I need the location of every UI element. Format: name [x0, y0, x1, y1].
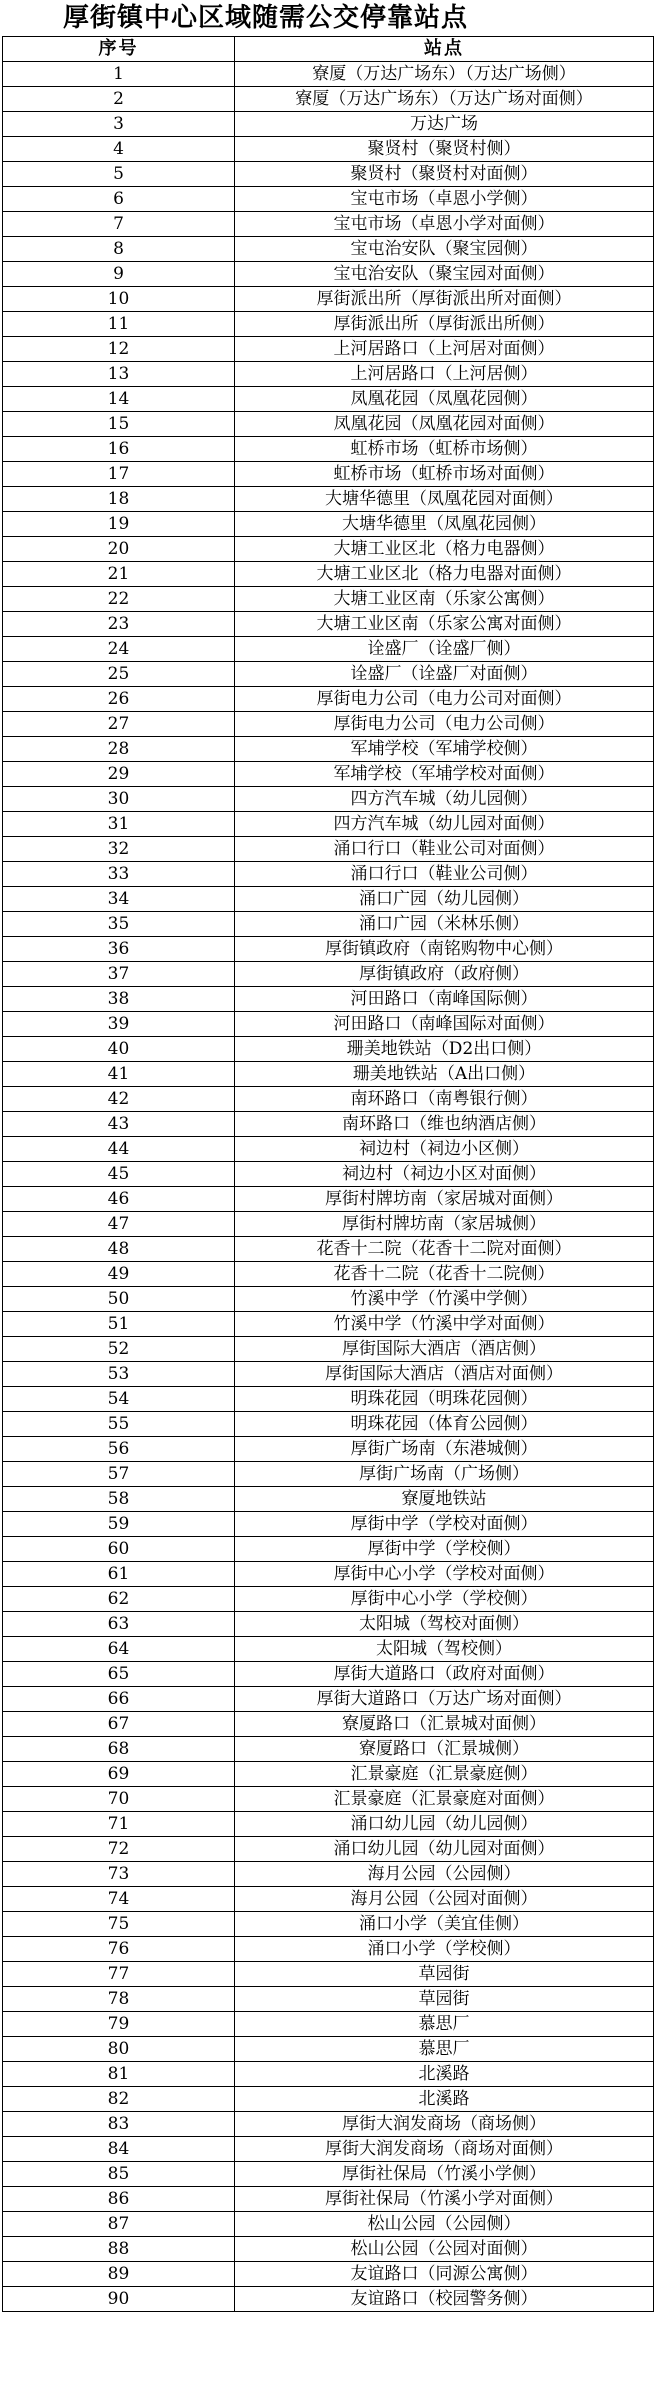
table-row	[3, 237, 654, 262]
row-index: 14	[3, 387, 235, 412]
row-stop-name: 珊美地铁站（D2出口侧）	[235, 1037, 654, 1062]
table-row	[3, 1212, 654, 1237]
row-index: 12	[3, 337, 235, 362]
row-index: 17	[3, 462, 235, 487]
row-index: 67	[3, 1712, 235, 1737]
row-stop-name: 厚街中学（学校侧）	[235, 1537, 654, 1562]
row-index: 66	[3, 1687, 235, 1712]
row-index: 41	[3, 1062, 235, 1087]
row-index: 74	[3, 1887, 235, 1912]
row-index: 34	[3, 887, 235, 912]
row-index: 72	[3, 1837, 235, 1862]
row-stop-name: 涌口广园（幼儿园侧）	[235, 887, 654, 912]
row-index: 43	[3, 1112, 235, 1137]
table-row	[3, 1787, 654, 1812]
table-row	[3, 2187, 654, 2212]
row-index: 89	[3, 2262, 235, 2287]
row-stop-name: 珊美地铁站（A出口侧）	[235, 1062, 654, 1087]
row-stop-name: 祠边村（祠边小区对面侧）	[235, 1162, 654, 1187]
row-stop-name: 厚街派出所（厚街派出所侧）	[235, 312, 654, 337]
row-index: 68	[3, 1737, 235, 1762]
table-row	[3, 287, 654, 312]
row-index: 11	[3, 312, 235, 337]
row-stop-name: 凤凰花园（凤凰花园对面侧）	[235, 412, 654, 437]
row-index: 8	[3, 237, 235, 262]
row-index: 59	[3, 1512, 235, 1537]
row-stop-name: 松山公园（公园侧）	[235, 2212, 654, 2237]
row-stop-name: 花香十二院（花香十二院侧）	[235, 1262, 654, 1287]
row-stop-name: 大塘工业区南（乐家公寓对面侧）	[235, 612, 654, 637]
table-row	[3, 1062, 654, 1087]
row-index: 79	[3, 2012, 235, 2037]
row-index: 87	[3, 2212, 235, 2237]
table-header-row	[3, 37, 654, 62]
table-row	[3, 2162, 654, 2187]
row-stop-name: 慕思厂	[235, 2037, 654, 2062]
table-row	[3, 1662, 654, 1687]
row-index: 39	[3, 1012, 235, 1037]
document-title: 厚街镇中心区域随需公交停靠站点	[63, 3, 469, 33]
table-row	[3, 1887, 654, 1912]
row-stop-name: 厚街社保局（竹溪小学对面侧）	[235, 2187, 654, 2212]
row-index: 55	[3, 1412, 235, 1437]
table-row	[3, 1387, 654, 1412]
table-row	[3, 2037, 654, 2062]
row-index: 37	[3, 962, 235, 987]
table-row	[3, 62, 654, 87]
row-stop-name: 涌口广园（米林乐侧）	[235, 912, 654, 937]
table-row	[3, 1112, 654, 1137]
header-index: 序号	[3, 37, 235, 62]
row-index: 25	[3, 662, 235, 687]
row-stop-name: 四方汽车城（幼儿园对面侧）	[235, 812, 654, 837]
row-index: 61	[3, 1562, 235, 1587]
table-row	[3, 787, 654, 812]
table-row	[3, 212, 654, 237]
row-stop-name: 厚街大润发商场（商场对面侧）	[235, 2137, 654, 2162]
table-row	[3, 2087, 654, 2112]
row-index: 60	[3, 1537, 235, 1562]
row-stop-name: 厚街大道路口（万达广场对面侧）	[235, 1687, 654, 1712]
row-stop-name: 汇景豪庭（汇景豪庭对面侧）	[235, 1787, 654, 1812]
row-index: 65	[3, 1662, 235, 1687]
row-index: 18	[3, 487, 235, 512]
row-stop-name: 宝屯市场（卓恩小学侧）	[235, 187, 654, 212]
row-stop-name: 涌口小学（美宜佳侧）	[235, 1912, 654, 1937]
row-index: 86	[3, 2187, 235, 2212]
row-stop-name: 慕思厂	[235, 2012, 654, 2037]
table-row	[3, 2237, 654, 2262]
table-row	[3, 1862, 654, 1887]
table-row	[3, 612, 654, 637]
row-index: 9	[3, 262, 235, 287]
row-stop-name: 寮厦（万达广场东）（万达广场对面侧）	[235, 87, 654, 112]
table-row	[3, 1962, 654, 1987]
table-row	[3, 1537, 654, 1562]
row-stop-name: 厚街镇政府（南铭购物中心侧）	[235, 937, 654, 962]
row-index: 19	[3, 512, 235, 537]
row-index: 90	[3, 2287, 235, 2312]
row-index: 32	[3, 837, 235, 862]
row-stop-name: 竹溪中学（竹溪中学对面侧）	[235, 1312, 654, 1337]
row-index: 52	[3, 1337, 235, 1362]
row-stop-name: 草园街	[235, 1987, 654, 2012]
row-stop-name: 海月公园（公园侧）	[235, 1862, 654, 1887]
row-stop-name: 大塘工业区北（格力电器对面侧）	[235, 562, 654, 587]
row-index: 6	[3, 187, 235, 212]
row-stop-name: 厚街派出所（厚街派出所对面侧）	[235, 287, 654, 312]
row-stop-name: 友谊路口（同源公寓侧）	[235, 2262, 654, 2287]
table-row	[3, 912, 654, 937]
row-stop-name: 厚街中心小学（学校对面侧）	[235, 1562, 654, 1587]
row-stop-name: 虹桥市场（虹桥市场侧）	[235, 437, 654, 462]
table-row	[3, 687, 654, 712]
row-index: 50	[3, 1287, 235, 1312]
table-row	[3, 2212, 654, 2237]
row-index: 44	[3, 1137, 235, 1162]
row-index: 47	[3, 1212, 235, 1237]
row-index: 36	[3, 937, 235, 962]
table-row	[3, 1337, 654, 1362]
table-row	[3, 862, 654, 887]
row-index: 53	[3, 1362, 235, 1387]
row-stop-name: 厚街电力公司（电力公司侧）	[235, 712, 654, 737]
row-stop-name: 厚街社保局（竹溪小学侧）	[235, 2162, 654, 2187]
table-row	[3, 437, 654, 462]
row-index: 73	[3, 1862, 235, 1887]
row-stop-name: 祠边村（祠边小区侧）	[235, 1137, 654, 1162]
row-stop-name: 涌口行口（鞋业公司侧）	[235, 862, 654, 887]
table-row	[3, 462, 654, 487]
row-stop-name: 友谊路口（校园警务侧）	[235, 2287, 654, 2312]
table-row	[3, 412, 654, 437]
row-index: 5	[3, 162, 235, 187]
table-row	[3, 987, 654, 1012]
row-index: 15	[3, 412, 235, 437]
row-index: 57	[3, 1462, 235, 1487]
row-stop-name: 明珠花园（明珠花园侧）	[235, 1387, 654, 1412]
row-index: 56	[3, 1437, 235, 1462]
row-stop-name: 厚街国际大酒店（酒店侧）	[235, 1337, 654, 1362]
row-index: 69	[3, 1762, 235, 1787]
row-index: 20	[3, 537, 235, 562]
table-row	[3, 712, 654, 737]
row-index: 31	[3, 812, 235, 837]
row-stop-name: 上河居路口（上河居对面侧）	[235, 337, 654, 362]
row-index: 2	[3, 87, 235, 112]
table-row	[3, 1312, 654, 1337]
table-row	[3, 1087, 654, 1112]
table-row	[3, 1462, 654, 1487]
table-row	[3, 487, 654, 512]
row-index: 3	[3, 112, 235, 137]
row-index: 58	[3, 1487, 235, 1512]
table-row	[3, 1912, 654, 1937]
row-stop-name: 厚街村牌坊南（家居城对面侧）	[235, 1187, 654, 1212]
table-row	[3, 1287, 654, 1312]
row-stop-name: 宝屯治安队（聚宝园对面侧）	[235, 262, 654, 287]
table-row	[3, 2137, 654, 2162]
row-index: 78	[3, 1987, 235, 2012]
table-row	[3, 1012, 654, 1037]
row-index: 82	[3, 2087, 235, 2112]
table-row	[3, 1262, 654, 1287]
row-stop-name: 河田路口（南峰国际侧）	[235, 987, 654, 1012]
row-stop-name: 上河居路口（上河居侧）	[235, 362, 654, 387]
row-stop-name: 厚街中心小学（学校侧）	[235, 1587, 654, 1612]
row-index: 24	[3, 637, 235, 662]
row-index: 4	[3, 137, 235, 162]
row-stop-name: 厚街国际大酒店（酒店对面侧）	[235, 1362, 654, 1387]
row-stop-name: 虹桥市场（虹桥市场对面侧）	[235, 462, 654, 487]
row-stop-name: 聚贤村（聚贤村对面侧）	[235, 162, 654, 187]
table-row	[3, 1687, 654, 1712]
row-index: 54	[3, 1387, 235, 1412]
table-row	[3, 87, 654, 112]
row-index: 75	[3, 1912, 235, 1937]
header-stop: 站点	[235, 37, 654, 62]
row-stop-name: 太阳城（驾校侧）	[235, 1637, 654, 1662]
row-index: 13	[3, 362, 235, 387]
table-row	[3, 312, 654, 337]
row-index: 33	[3, 862, 235, 887]
row-stop-name: 汇景豪庭（汇景豪庭侧）	[235, 1762, 654, 1787]
table-row	[3, 662, 654, 687]
row-index: 21	[3, 562, 235, 587]
row-stop-name: 四方汽车城（幼儿园侧）	[235, 787, 654, 812]
table-row	[3, 1712, 654, 1737]
table-row	[3, 637, 654, 662]
row-index: 70	[3, 1787, 235, 1812]
table-row	[3, 837, 654, 862]
row-index: 76	[3, 1937, 235, 1962]
row-stop-name: 南环路口（维也纳酒店侧）	[235, 1112, 654, 1137]
row-index: 81	[3, 2062, 235, 2087]
row-index: 35	[3, 912, 235, 937]
table-row	[3, 162, 654, 187]
table-row	[3, 262, 654, 287]
table-row	[3, 1612, 654, 1637]
table-row	[3, 1637, 654, 1662]
row-index: 22	[3, 587, 235, 612]
row-index: 49	[3, 1262, 235, 1287]
row-stop-name: 海月公园（公园对面侧）	[235, 1887, 654, 1912]
row-index: 29	[3, 762, 235, 787]
table-row	[3, 887, 654, 912]
row-stop-name: 涌口小学（学校侧）	[235, 1937, 654, 1962]
row-index: 38	[3, 987, 235, 1012]
row-stop-name: 涌口行口（鞋业公司对面侧）	[235, 837, 654, 862]
row-stop-name: 松山公园（公园对面侧）	[235, 2237, 654, 2262]
table-body	[3, 62, 654, 2312]
row-stop-name: 宝屯市场（卓恩小学对面侧）	[235, 212, 654, 237]
table-row	[3, 1412, 654, 1437]
table-row	[3, 1437, 654, 1462]
row-index: 7	[3, 212, 235, 237]
table-row	[3, 2287, 654, 2312]
table-row	[3, 1837, 654, 1862]
table-row	[3, 2012, 654, 2037]
bus-stop-table	[2, 36, 654, 2312]
row-index: 28	[3, 737, 235, 762]
table-row	[3, 562, 654, 587]
row-stop-name: 寮厦路口（汇景城侧）	[235, 1737, 654, 1762]
row-stop-name: 寮厦（万达广场东）（万达广场侧）	[235, 62, 654, 87]
row-stop-name: 花香十二院（花香十二院对面侧）	[235, 1237, 654, 1262]
table-row	[3, 762, 654, 787]
row-index: 40	[3, 1037, 235, 1062]
table-row	[3, 2062, 654, 2087]
table-row	[3, 962, 654, 987]
row-stop-name: 寮厦路口（汇景城对面侧）	[235, 1712, 654, 1737]
table-row	[3, 387, 654, 412]
row-stop-name: 万达广场	[235, 112, 654, 137]
row-stop-name: 厚街中学（学校对面侧）	[235, 1512, 654, 1537]
table-row	[3, 1587, 654, 1612]
table-row	[3, 812, 654, 837]
row-index: 84	[3, 2137, 235, 2162]
row-index: 30	[3, 787, 235, 812]
row-stop-name: 河田路口（南峰国际对面侧）	[235, 1012, 654, 1037]
table-row	[3, 537, 654, 562]
table-row	[3, 1762, 654, 1787]
table-row	[3, 512, 654, 537]
row-stop-name: 厚街大道路口（政府对面侧）	[235, 1662, 654, 1687]
table-row	[3, 2262, 654, 2287]
table-row	[3, 362, 654, 387]
table-row	[3, 1237, 654, 1262]
row-stop-name: 北溪路	[235, 2087, 654, 2112]
row-stop-name: 大塘华德里（凤凰花园侧）	[235, 512, 654, 537]
row-index: 85	[3, 2162, 235, 2187]
row-index: 26	[3, 687, 235, 712]
row-stop-name: 大塘工业区南（乐家公寓侧）	[235, 587, 654, 612]
row-stop-name: 北溪路	[235, 2062, 654, 2087]
row-stop-name: 厚街大润发商场（商场侧）	[235, 2112, 654, 2137]
row-stop-name: 宝屯治安队（聚宝园侧）	[235, 237, 654, 262]
table-row	[3, 1162, 654, 1187]
table-row	[3, 1037, 654, 1062]
row-stop-name: 厚街村牌坊南（家居城侧）	[235, 1212, 654, 1237]
row-stop-name: 厚街电力公司（电力公司对面侧）	[235, 687, 654, 712]
table-row	[3, 937, 654, 962]
row-stop-name: 军埔学校（军埔学校对面侧）	[235, 762, 654, 787]
row-index: 88	[3, 2237, 235, 2262]
row-index: 64	[3, 1637, 235, 1662]
table-row	[3, 337, 654, 362]
row-index: 1	[3, 62, 235, 87]
row-index: 46	[3, 1187, 235, 1212]
table-row	[3, 1562, 654, 1587]
row-stop-name: 草园街	[235, 1962, 654, 1987]
row-stop-name: 涌口幼儿园（幼儿园侧）	[235, 1812, 654, 1837]
table-row	[3, 737, 654, 762]
row-stop-name: 涌口幼儿园（幼儿园对面侧）	[235, 1837, 654, 1862]
table-row	[3, 1362, 654, 1387]
row-stop-name: 太阳城（驾校对面侧）	[235, 1612, 654, 1637]
table-row	[3, 137, 654, 162]
row-stop-name: 凤凰花园（凤凰花园侧）	[235, 387, 654, 412]
row-stop-name: 竹溪中学（竹溪中学侧）	[235, 1287, 654, 1312]
row-index: 63	[3, 1612, 235, 1637]
table-row	[3, 1812, 654, 1837]
row-index: 48	[3, 1237, 235, 1262]
row-index: 23	[3, 612, 235, 637]
row-index: 45	[3, 1162, 235, 1187]
row-index: 10	[3, 287, 235, 312]
row-index: 27	[3, 712, 235, 737]
row-stop-name: 南环路口（南粤银行侧）	[235, 1087, 654, 1112]
row-index: 62	[3, 1587, 235, 1612]
table-row	[3, 1987, 654, 2012]
row-stop-name: 厚街镇政府（政府侧）	[235, 962, 654, 987]
row-stop-name: 寮厦地铁站	[235, 1487, 654, 1512]
row-stop-name: 大塘工业区北（格力电器侧）	[235, 537, 654, 562]
table-row	[3, 1137, 654, 1162]
row-index: 51	[3, 1312, 235, 1337]
row-index: 42	[3, 1087, 235, 1112]
row-stop-name: 诠盛厂（诠盛厂对面侧）	[235, 662, 654, 687]
row-stop-name: 聚贤村（聚贤村侧）	[235, 137, 654, 162]
table-row	[3, 1937, 654, 1962]
row-index: 80	[3, 2037, 235, 2062]
table-row	[3, 1737, 654, 1762]
table-row	[3, 1512, 654, 1537]
row-index: 71	[3, 1812, 235, 1837]
row-index: 16	[3, 437, 235, 462]
row-index: 83	[3, 2112, 235, 2137]
row-stop-name: 大塘华德里（凤凰花园对面侧）	[235, 487, 654, 512]
table-row	[3, 587, 654, 612]
table-row	[3, 1487, 654, 1512]
table-row	[3, 2112, 654, 2137]
row-index: 77	[3, 1962, 235, 1987]
row-stop-name: 厚街广场南（东港城侧）	[235, 1437, 654, 1462]
table-row	[3, 1187, 654, 1212]
row-stop-name: 诠盛厂（诠盛厂侧）	[235, 637, 654, 662]
row-stop-name: 明珠花园（体育公园侧）	[235, 1412, 654, 1437]
table-row	[3, 112, 654, 137]
row-stop-name: 厚街广场南（广场侧）	[235, 1462, 654, 1487]
row-stop-name: 军埔学校（军埔学校侧）	[235, 737, 654, 762]
table-row	[3, 187, 654, 212]
